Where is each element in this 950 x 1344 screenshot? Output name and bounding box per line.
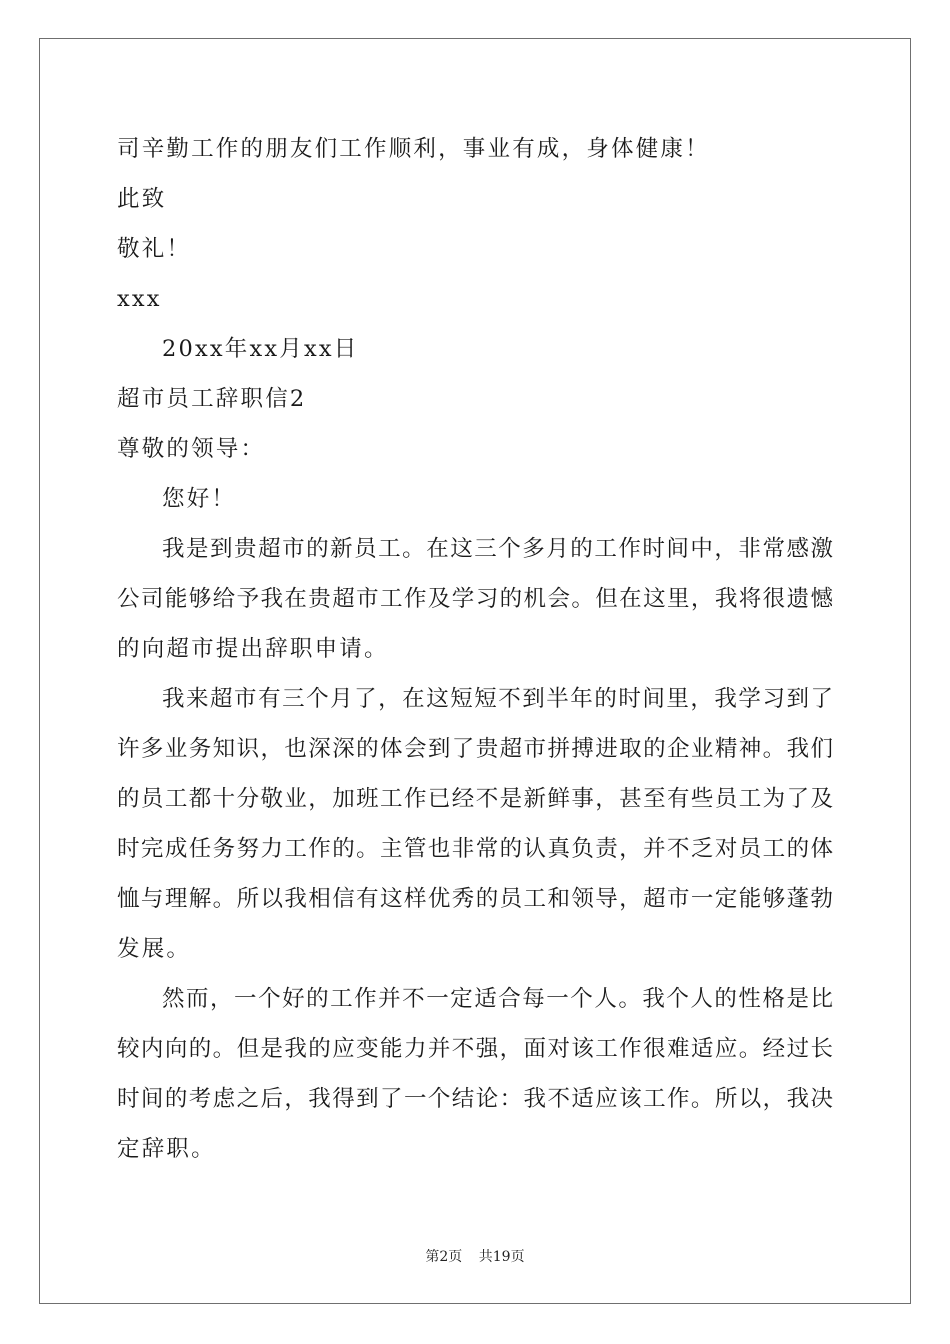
paragraph-line: 时完成任务努力工作的。主管也非常的认真负责，并不乏对员工的体: [117, 836, 833, 862]
closing-regards: 敬礼！: [117, 236, 192, 262]
paragraph-line: 的员工都十分敬业，加班工作已经不是新鲜事，甚至有些员工为了及: [117, 786, 833, 812]
signature-date: 20xx年xx月xx日: [162, 336, 359, 362]
signature-name: xxx: [117, 286, 162, 312]
letter-title: 超市员工辞职信2: [117, 386, 307, 412]
paragraph-line: 公司能够给予我在贵超市工作及学习的机会。但在这里，我将很遗憾: [117, 586, 833, 612]
letter-hello: 您好！: [162, 486, 237, 512]
letter-greeting: 尊敬的领导：: [117, 436, 266, 462]
closing-salutation: 此致: [117, 186, 167, 212]
paragraph-line: 较内向的。但是我的应变能力并不强，面对该工作很难适应。经过长: [117, 1036, 833, 1062]
text-line: 司辛勤工作的朋友们工作顺利，事业有成，身体健康！: [117, 136, 710, 162]
paragraph-line: 发展。: [117, 936, 192, 962]
paragraph-line: 我是到贵超市的新员工。在这三个多月的工作时间中，非常感激: [162, 536, 833, 562]
paragraph-line: 许多业务知识，也深深的体会到了贵超市拼搏进取的企业精神。我们: [117, 736, 833, 762]
page-total: 共19页: [478, 1249, 525, 1265]
paragraph-line: 然而，一个好的工作并不一定适合每一个人。我个人的性格是比: [162, 986, 833, 1012]
paragraph-line: 的向超市提出辞职申请。: [117, 636, 389, 662]
page-footer: [0, 1248, 950, 1266]
paragraph-line: 我来超市有三个月了，在这短短不到半年的时间里，我学习到了: [162, 686, 833, 712]
paragraph-line: 恤与理解。所以我相信有这样优秀的员工和领导，超市一定能够蓬勃: [117, 886, 833, 912]
page-border: [39, 38, 911, 1304]
page-number: 第2页: [425, 1249, 463, 1265]
paragraph-line: 时间的考虑之后，我得到了一个结论：我不适应该工作。所以，我决: [117, 1086, 833, 1112]
paragraph-line: 定辞职。: [117, 1136, 216, 1162]
